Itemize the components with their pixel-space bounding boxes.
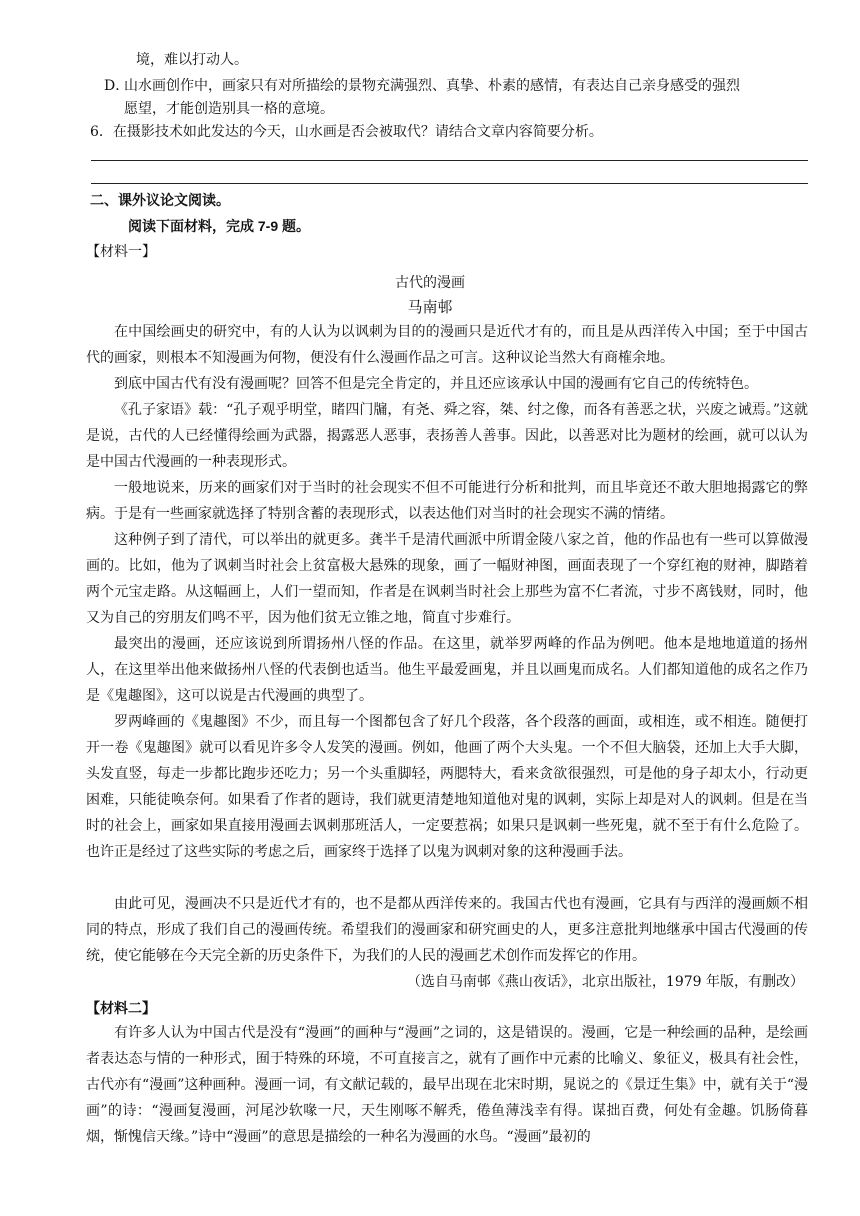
article-author: 马南邨 xyxy=(407,299,453,316)
option-c-tail: 境，难以打动人。 xyxy=(136,52,248,68)
option-d xyxy=(104,76,740,96)
material1-label: 【材料一】 xyxy=(86,244,156,260)
option-d-line1: 山水画创作中，画家只有对所描绘的景物充满强烈、真挚、朴素的感情，有表达自己亲身感受的强烈 xyxy=(124,78,740,94)
article-title: 古代的漫画 xyxy=(395,274,465,290)
paragraph-7: 罗两峰画的《鬼趣图》不少，而且每一个图都包含了好几个段落，各个段落的画面，或相连，或不相连。随便打开一卷《鬼趣图》就可以看见许多令人发笑的漫画。例如，他画了两个大头鬼。一个不但大脑袋，还加上大手大脚，头发直竖，每走一步都比跑步还吃力；另一个头重脚轻，两腮特大，看来贪欲很强烈，可是他的身子却太小，行动更困难，只能徒唤奈何。如果看了作者的题诗，我们就更清楚地知道他对鬼的讽刺，实际上却是对人的讽刺。但是在当时的社会上，画家如果直接用漫画去讽刺那班活人，一定要惹祸；如果只是讽刺一些死鬼，就不至于有什么危险了。也许正是经过了这些实际的考虑之后，画家终于选择了以鬼为讽刺对象的这种漫画手法。 xyxy=(86,714,808,860)
material2-paragraph: 有许多人认为中国古代是没有“漫画”的画种与“漫画”之词的，这是错误的。漫画，它是一种绘画的品种，是绘画者表达态与情的一种形式，囿于特殊的环境，不可直接言之，就有了画作中元素的比喻义、象征义，极具有社会性，古代亦有“漫画”这种画种。漫画一词，有文献记载的，最早出现在北宋时期，晁说之的《景迂生集》中，就有关于“漫画”的诗：“漫画复漫画，河尾沙软喙一尺，天生刚啄不解秃，倦鱼薄浅幸有得。谋拙百费，何处有金趣。饥肠倚暮烟，惭愧信天缘。”诗中“漫画”的意思是描绘的一种名为漫画的水鸟。“漫画”最初的 xyxy=(86,1025,808,1145)
material2-label: 【材料二】 xyxy=(86,1000,156,1016)
answer-line xyxy=(91,160,808,161)
paragraph-5: 这种例子到了清代，可以举出的就更多。龚半千是清代画派中所谓金陵八家之首，他的作品也有一些可以算做漫画的。比如，他为了讽刺当时社会上贫富极大悬殊的现象，画了一幅财神图，画面表现了一个穿红袍的财神，脚踏着两个元宝走路。从这幅画上，人们一望而知，作者是在讽刺当时社会上那些为富不仁者流，寸步不离钱财，同时，他又为自己的穷朋友们鸣不平，因为他们贫无立锥之地，简直寸步难行。 xyxy=(86,532,808,626)
option-d-line2: 愿望，才能创造别具一格的意境。 xyxy=(124,101,334,117)
article-source: （选自马南邨《燕山夜话》，北京出版社，1979 年版，有删改） xyxy=(406,974,804,990)
paragraph-1: 在中国绘画史的研究中，有的人认为以讽刺为目的的漫画只是近代才有的，而且是从西洋传入中国；至于中国古代的画家，则根本不知漫画为何物，便没有什么漫画作品之可言。这种议论当然大有商榷余地。 xyxy=(86,324,808,366)
paragraph-6: 最突出的漫画，还应该说到所谓扬州八怪的作品。在这里，就举罗两峰的作品为例吧。他本是地地道道的扬州人，在这里举出他来做扬州八怪的代表倒也适当。他生平最爱画鬼，并且以画鬼而成名。人们都知道他的成名之作乃是《鬼趣图》，这可以说是古代漫画的典型了。 xyxy=(86,636,808,704)
paragraph-8: 由此可见，漫画决不只是近代才有的，也不是都从西洋传来的。我国古代也有漫画，它具有与西洋的漫画颇不相同的特点，形成了我们自己的漫画传统。希望我们的漫画家和研究画史的人，更多注意批判地继承中国古代漫画的传统，使它能够在今天完全新的历史条件下，为我们的人民的漫画艺术创作而发挥它的作用。 xyxy=(86,896,808,964)
paragraph-2: 到底中国古代有没有漫画呢？回答不但是完全肯定的，并且还应该承认中国的漫画有它自己的传统特色。 xyxy=(114,376,758,392)
section-heading: 二、课外议论文阅读。 xyxy=(90,192,230,208)
answer-line xyxy=(91,183,808,184)
paragraph-4: 一般地说来，历来的画家们对于当时的社会现实不但不可能进行分析和批判，而且毕竟还不敢大胆地揭露它的弊病。于是有一些画家就选择了特别含蓄的表现形式，以表达他们对当时的社会现实不满的情绪。 xyxy=(86,480,808,522)
section-instruction: 阅读下面材料，完成 7-9 题。 xyxy=(128,218,311,234)
question-6: 6．在摄影技术如此发达的今天，山水画是否会被取代？请结合文章内容简要分析。 xyxy=(90,124,603,140)
option-d-label: D． xyxy=(104,78,130,94)
paragraph-3: 《孔子家语》载：“孔子观乎明堂，睹四门牖，有尧、舜之容，桀、纣之像，而各有善恶之状，兴废之诫焉。”这就是说，古代的人已经懂得绘画为武器，揭露恶人恶事，表扬善人善事。因此，以善恶对比为题材的绘画，就可以认为是中国古代漫画的一种表现形式。 xyxy=(86,402,808,470)
